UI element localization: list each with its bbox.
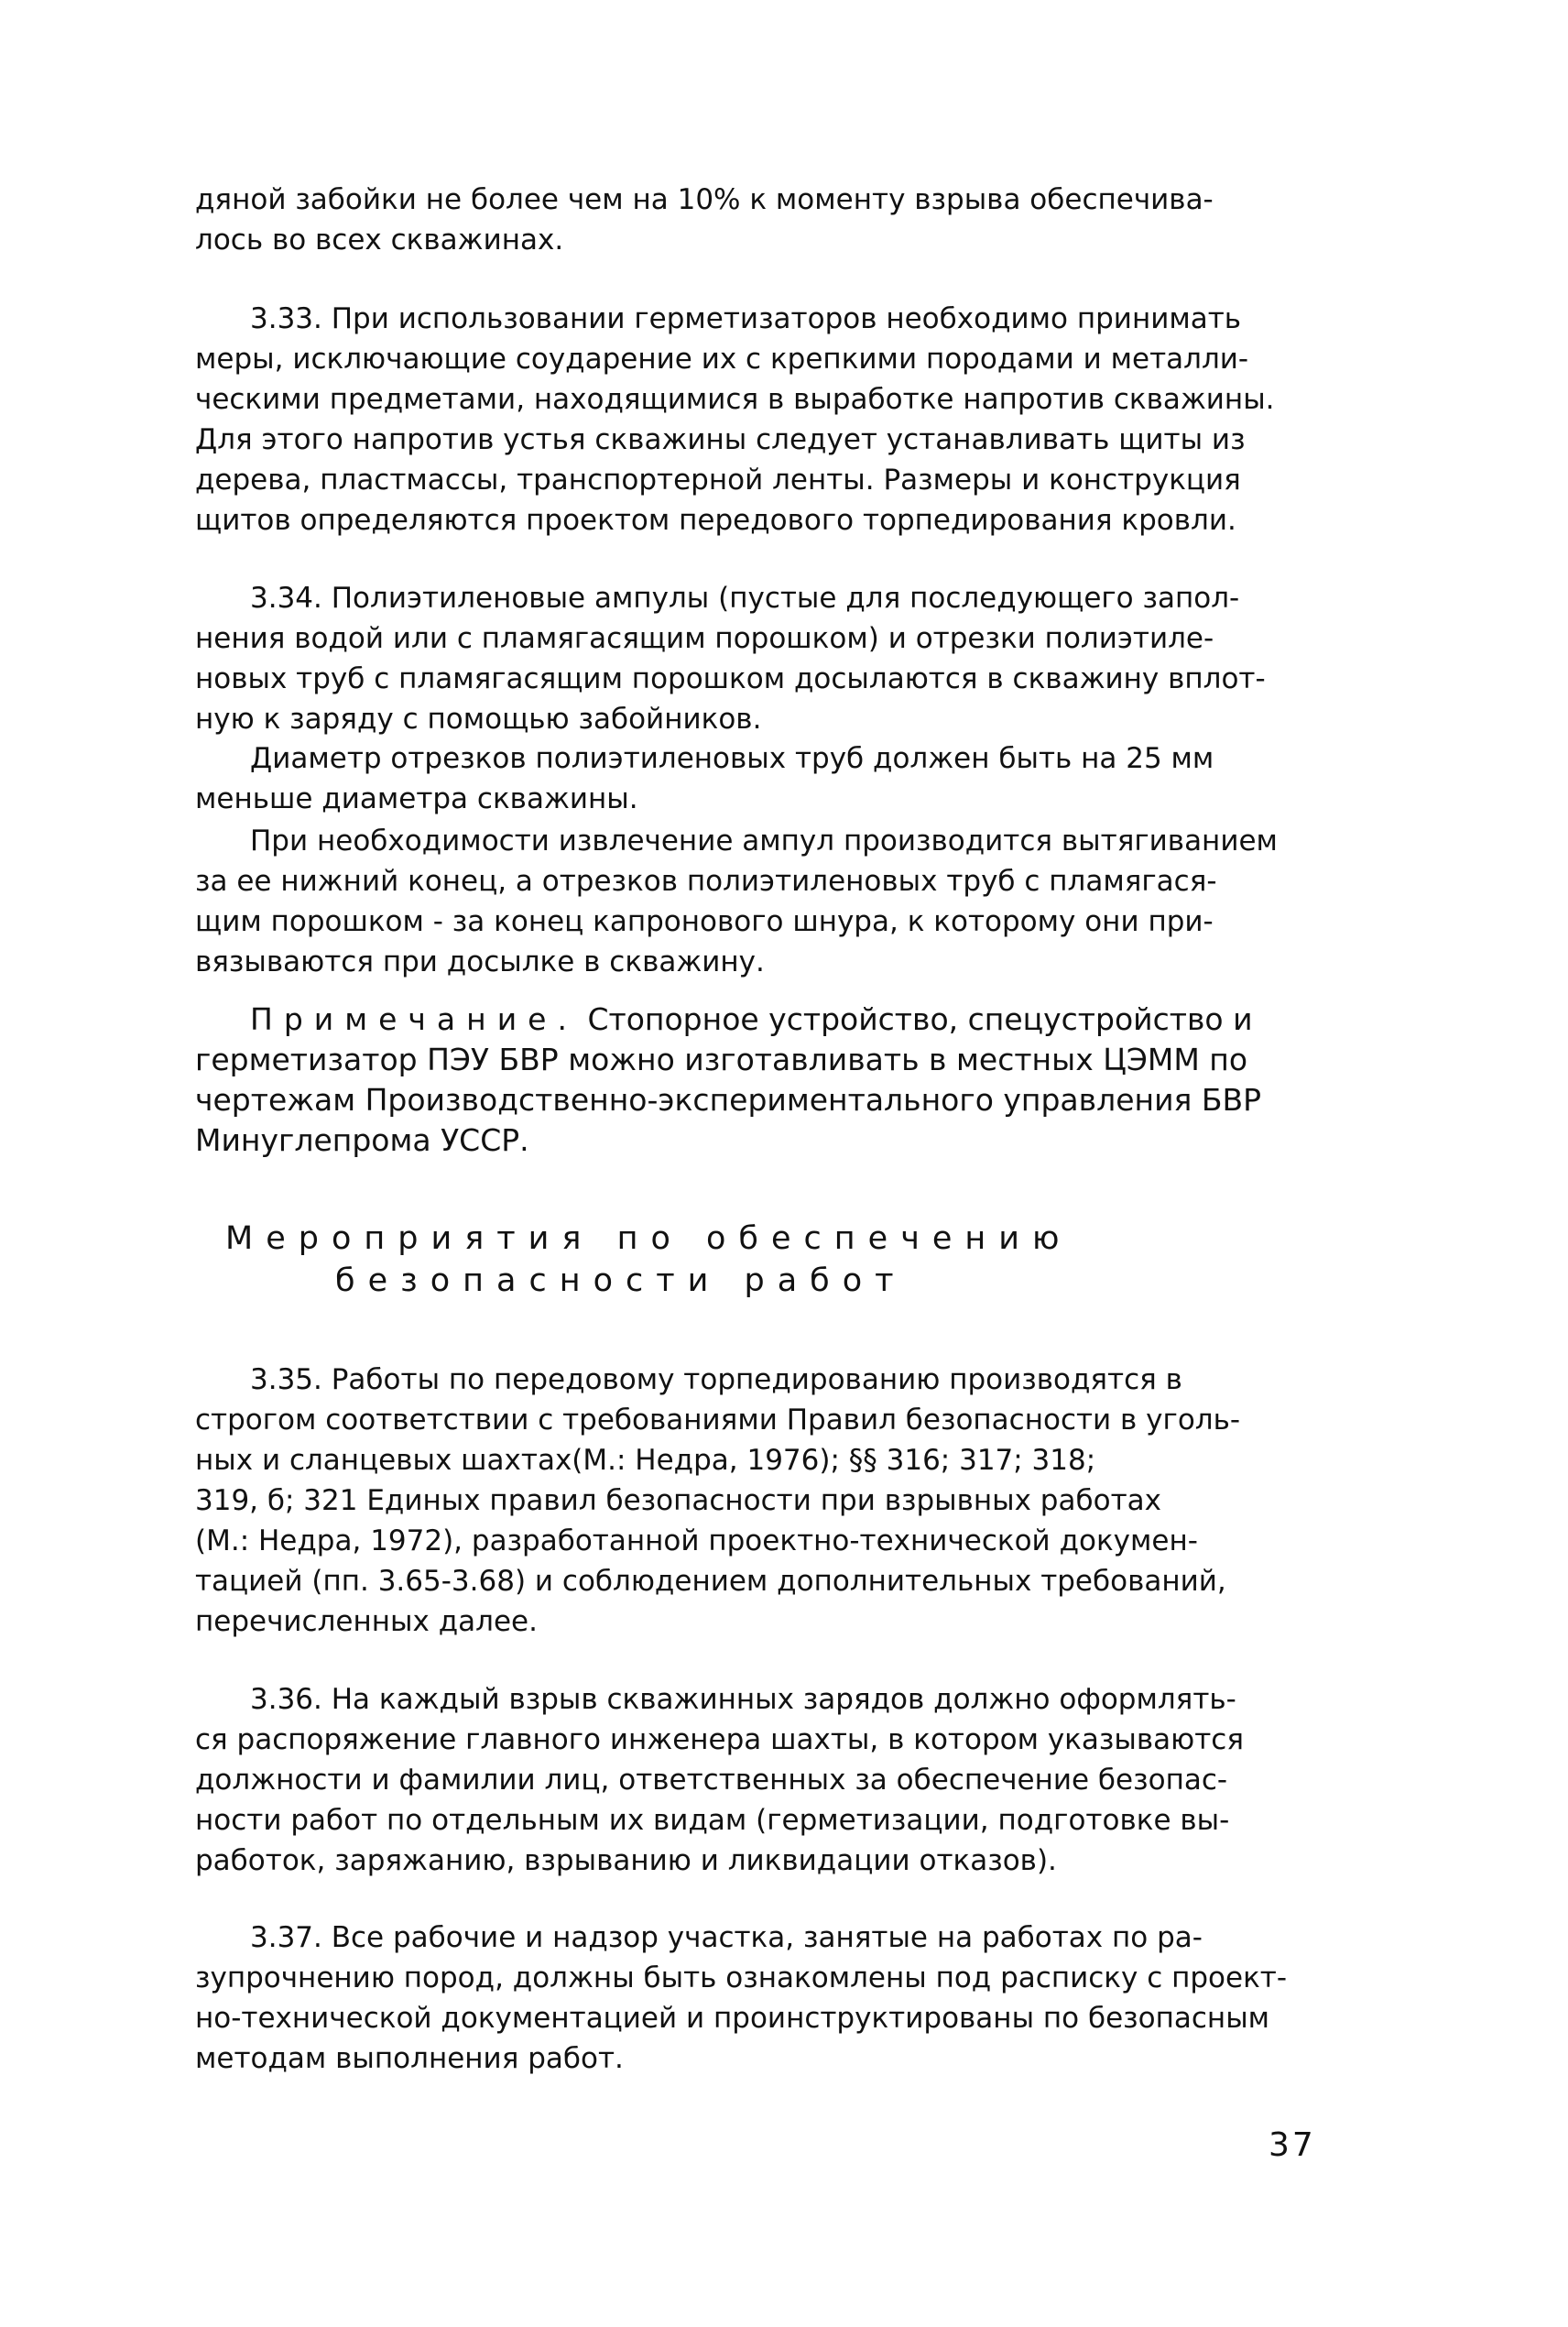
text-line: щитов определяются проектом передового торпедирования кровли. [195,504,1236,537]
text-line: меры, исключающие соударение их с крепкими породами и металли- [195,343,1249,376]
text-line: дерева, пластмассы, транспортерной ленты. Размеры и конструкция [195,464,1241,497]
text-line: работок, заряжанию, взрыванию и ликвидации отказов). [195,1844,1057,1877]
text-line: герметизатор ПЭУ БВР можно изготавливать в местных ЦЭММ по [195,1042,1248,1077]
text-line: новых труб с пламягасящим порошком досылаются в скважину вплот- [195,662,1266,695]
text-line: перечисленных далее. [195,1605,538,1638]
text-line: должности и фамилии лиц, ответственных за обеспечение безопас- [195,1764,1228,1797]
text-line: строгом соответствии с требованиями Правил безопасности в уголь- [195,1404,1241,1437]
page-number: 37 [1269,2126,1316,2164]
text-line: щим порошком - за конец капронового шнура, к которому они при- [195,905,1214,938]
text-line: Минуглепрома УССР. [195,1122,529,1158]
text-line: ную к заряду с помощью забойников. [195,703,762,736]
text-line: лось во всех скважинах. [195,224,564,257]
text-line: 3.36. На каждый взрыв скважинных зарядов должно оформлять- [250,1683,1236,1716]
text-line: ся распоряжение главного инженера шахты, в котором указываются [195,1723,1244,1756]
note-text: Стопорное устройство, спецустройство и [587,1001,1253,1037]
text-line: ческими предметами, находящимися в выработке напротив скважины. [195,383,1275,416]
text-line: нения водой или с пламягасящим порошком) и отрезки полиэтиле- [195,622,1214,655]
section-heading-line-1: Мероприятия по обеспечению [225,1220,1073,1257]
text-line: 3.33. При использовании герметизаторов необходимо принимать [250,302,1242,335]
text-line: ности работ по отдельным их видам (герметизации, подготовке вы- [195,1804,1230,1837]
text-line: дяной забойки не более чем на 10% к моменту взрыва обеспечива- [195,183,1214,216]
text-line: ных и сланцевых шахтах(М.: Недра, 1976); §§ 316; 317; 318; [195,1444,1096,1477]
note-label: Примечание. [250,1001,578,1037]
text-line: вязываются при досылке в скважину. [195,945,765,978]
text-line: Диаметр отрезков полиэтиленовых труб должен быть на 25 мм [250,742,1214,775]
text-line: методам выполнения работ. [195,2042,624,2075]
text-line: 3.35. Работы по передовому торпедированию производятся в [250,1363,1182,1396]
text-line: При необходимости извлечение ампул производится вытягиванием [250,825,1278,858]
text-line: меньше диаметра скважины. [195,782,638,815]
text-line: Для этого напротив устья скважины следует устанавливать щиты из [195,423,1246,456]
text-line: чертежам Производственно-экспериментального управления БВР [195,1082,1262,1118]
note-first-line [250,1001,1253,1038]
section-heading-line-2: безопасности работ [335,1262,907,1299]
text-line: за ее нижний конец, а отрезков полиэтиленовых труб с пламягася- [195,865,1217,898]
text-line: но-технической документацией и проинструктированы по безопасным [195,2002,1270,2035]
text-line: (М.: Недра, 1972), разработанной проектно-технической докумен- [195,1524,1198,1557]
text-line: 3.37. Все рабочие и надзор участка, занятые на работах по ра- [250,1921,1203,1954]
text-line: зупрочнению пород, должны быть ознакомлены под расписку с проект- [195,1961,1288,1994]
text-line: 3.34. Полиэтиленовые ампулы (пустые для последующего запол- [250,582,1240,615]
text-line: тацией (пп. 3.65-3.68) и соблюдением дополнительных требований, [195,1565,1226,1598]
text-line: 319, б; 321 Единых правил безопасности при взрывных работах [195,1484,1161,1517]
